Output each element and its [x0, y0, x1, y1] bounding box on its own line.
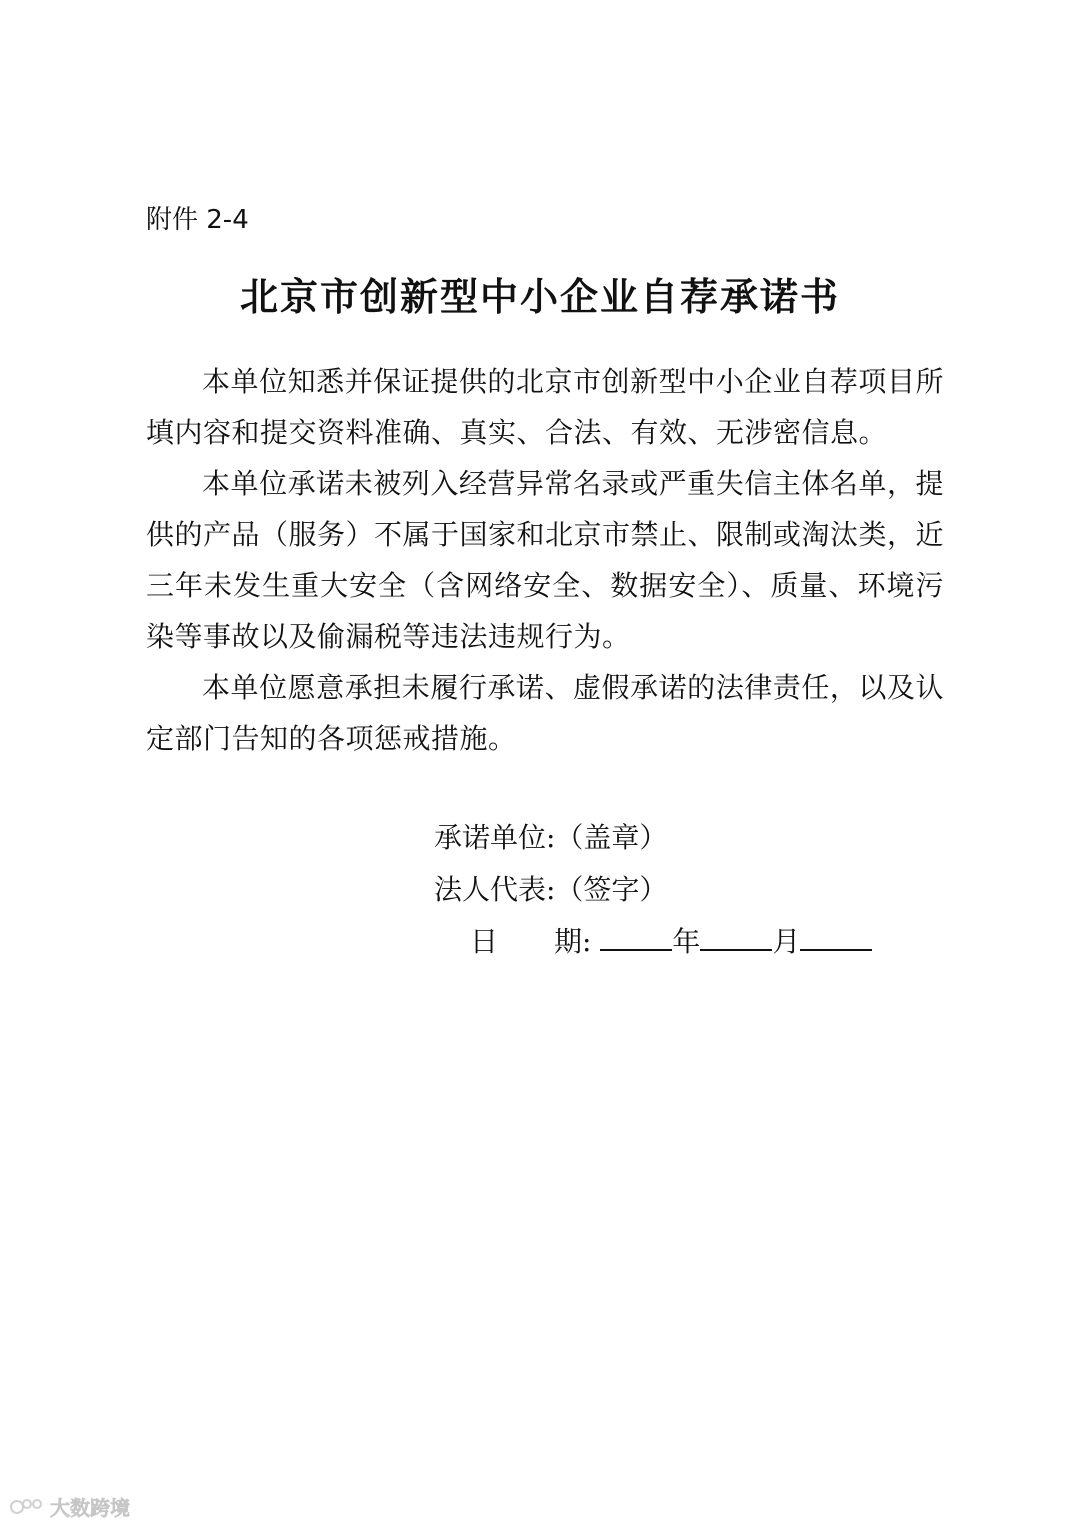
paragraph-1: 本单位知悉并保证提供的北京市创新型中小企业自荐项目所填内容和提交资料准确、真实、合法、有效、无涉密信息。: [146, 365, 944, 449]
paragraph-2: 本单位承诺未被列入经营异常名录或严重失信主体名单，提供的产品（服务）不属于国家和北京市禁止、限制或淘汰类，近三年未发生重大安全（含网络安全、数据安全）、质量、环境污染等事故以及偷漏税等违法违规行为。: [146, 467, 945, 653]
legal-representative-line: 法人代表:（签字）: [434, 873, 668, 906]
watermark-logo-icon: [10, 1496, 44, 1518]
attachment-label: 附件 2-4: [146, 205, 249, 235]
commitment-body: [146, 356, 944, 764]
month-label: 月: [772, 925, 801, 958]
watermark-text: 大数跨境: [50, 1496, 130, 1520]
day-blank: [800, 927, 872, 951]
month-blank: [700, 927, 772, 951]
year-blank: [600, 927, 672, 951]
date-line: [434, 916, 872, 968]
signature-block: [434, 812, 872, 968]
watermark: [10, 1492, 130, 1521]
date-label-day: 日: [470, 925, 499, 958]
paragraph-3: 本单位愿意承担未履行承诺、虚假承诺的法律责任，以及认定部门告知的各项惩戒措施。: [146, 671, 944, 755]
date-label-period: 期:: [554, 925, 592, 958]
document-title: 北京市创新型中小企业自荐承诺书: [239, 274, 840, 319]
year-label: 年: [672, 925, 701, 958]
committing-unit-line: 承诺单位:（盖章）: [434, 821, 668, 854]
